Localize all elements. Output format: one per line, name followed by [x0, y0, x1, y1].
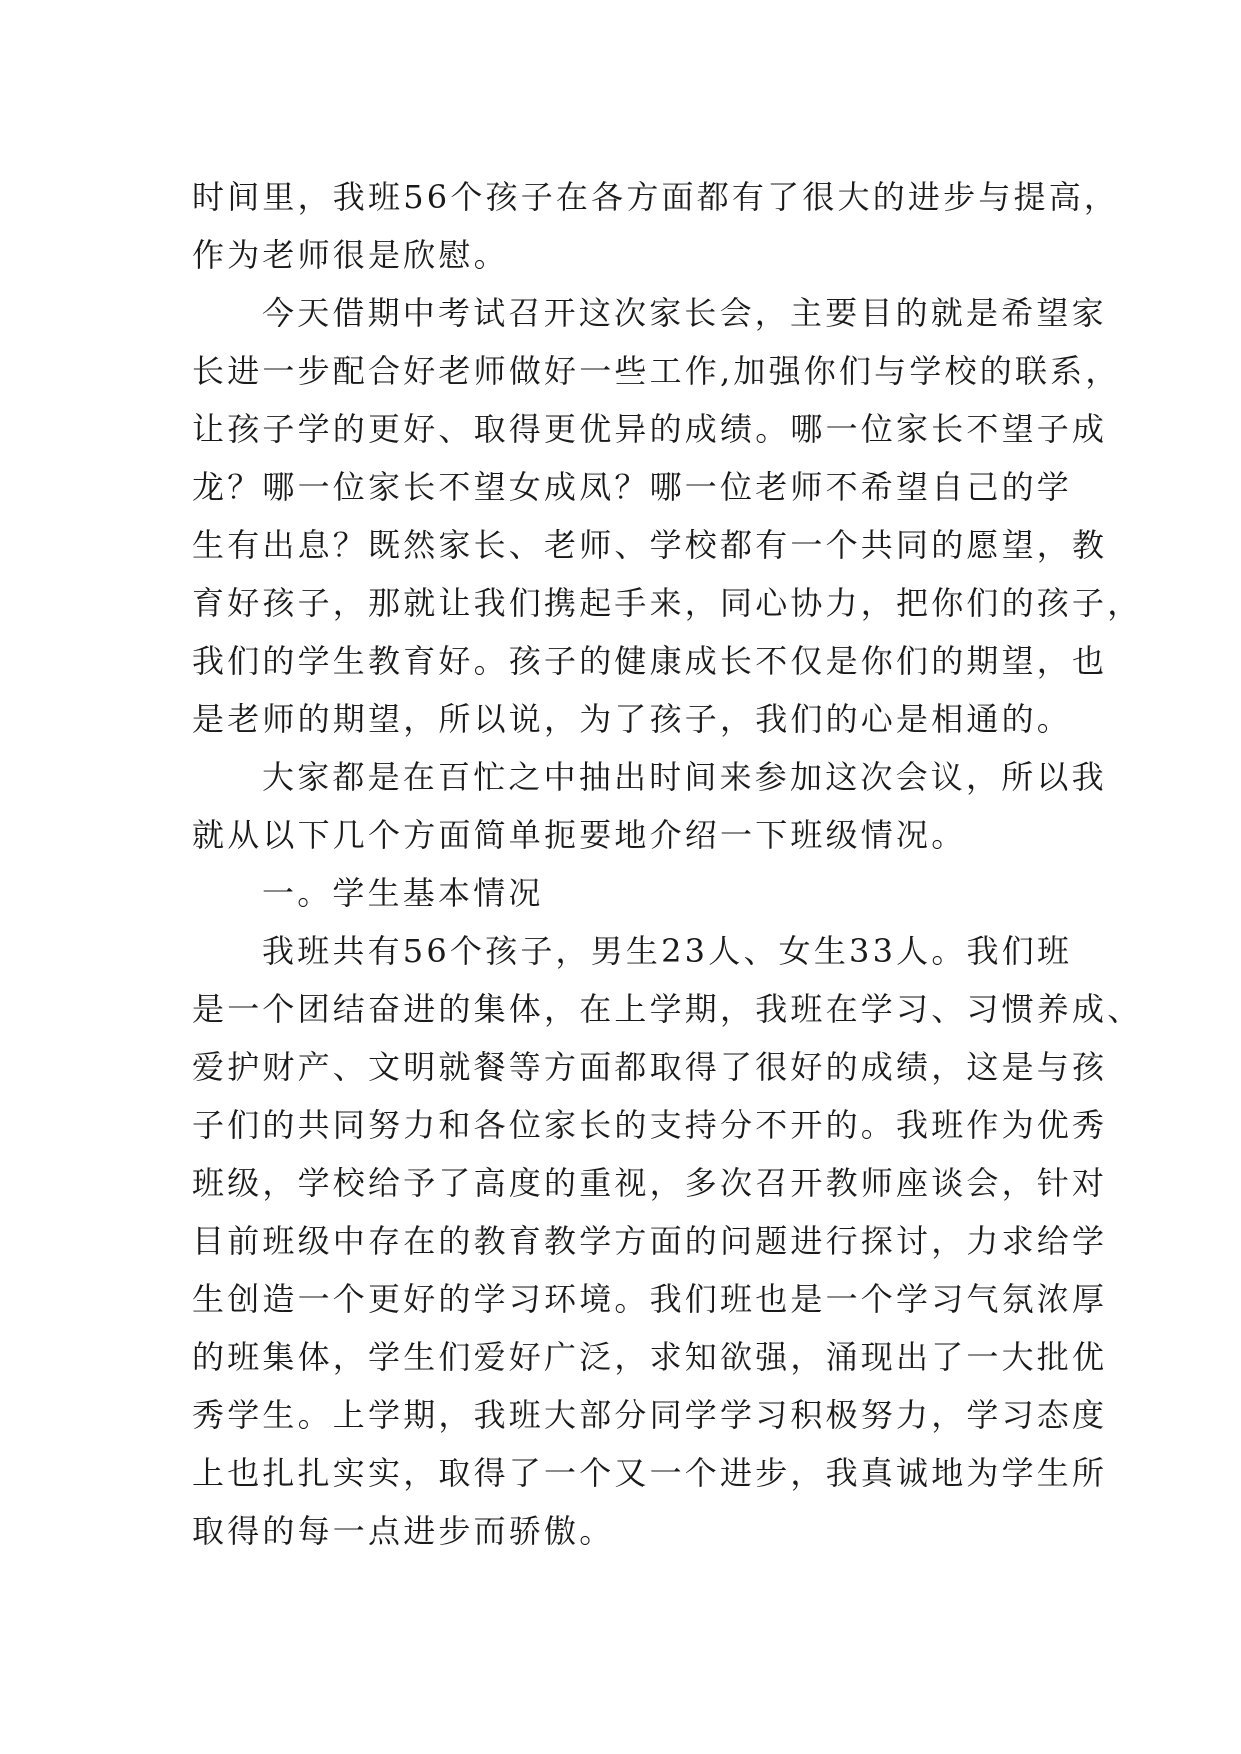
text-line: 龙？哪一位家长不望女成凤？哪一位老师不希望自己的学 — [192, 468, 1073, 506]
text-line: 秀学生。上学期，我班大部分同学学习积极努力，学习态度 — [192, 1396, 1108, 1434]
text-line: 大家都是在百忙之中抽出时间来参加这次会议，所以我 — [262, 758, 1107, 796]
document-body — [192, 168, 1143, 1560]
text-line: 子们的共同努力和各位家长的支持分不开的。我班作为优秀 — [192, 1106, 1108, 1144]
paragraph-2 — [192, 284, 1143, 748]
paragraph-1 — [192, 168, 1120, 284]
text-line: 班级，学校给予了高度的重视，多次召开教师座谈会，针对 — [192, 1164, 1108, 1202]
text-line: 爱护财产、文明就餐等方面都取得了很好的成绩，这是与孩 — [192, 1048, 1108, 1086]
text-line: 就从以下几个方面简单扼要地介绍一下班级情况。 — [192, 816, 967, 854]
text-line: 是老师的期望，所以说，为了孩子，我们的心是相通的。 — [192, 700, 1073, 738]
text-line: 取得的每一点进步而骄傲。 — [192, 1512, 615, 1550]
text-line: 时间里，我班56个孩子在各方面都有了很大的进步与提高， — [192, 178, 1120, 216]
text-line: 目前班级中存在的教育教学方面的问题进行探讨，力求给学 — [192, 1222, 1108, 1260]
text-line: 今天借期中考试召开这次家长会，主要目的就是希望家 — [262, 294, 1107, 332]
text-line: 长进一步配合好老师做好一些工作,加强你们与学校的联系， — [192, 352, 1121, 390]
paragraph-3 — [192, 748, 1107, 864]
paragraph-4 — [192, 922, 1143, 1560]
text-line: 生创造一个更好的学习环境。我们班也是一个学习气氛浓厚 — [192, 1280, 1108, 1318]
text-line: 让孩子学的更好、取得更优异的成绩。哪一位家长不望子成 — [192, 410, 1108, 448]
text-line: 的班集体，学生们爱好广泛，求知欲强，涌现出了一大批优 — [192, 1338, 1108, 1376]
section-heading — [192, 864, 1062, 922]
text-line: 生有出息？既然家长、老师、学校都有一个共同的愿望，教 — [192, 526, 1108, 564]
text-line: 是一个团结奋进的集体，在上学期，我班在学习、习惯养成、 — [192, 990, 1143, 1028]
text-line: 作为老师很是欣慰。 — [192, 236, 509, 274]
text-line: 育好孩子，那就让我们携起手来，同心协力，把你们的孩子， — [192, 584, 1143, 622]
text-line: 我班共有56个孩子，男生23人、女生33人。我们班 — [262, 932, 1073, 970]
text-line: 我们的学生教育好。孩子的健康成长不仅是你们的期望，也 — [192, 642, 1108, 680]
text-line: 上也扎扎实实，取得了一个又一个进步，我真诚地为学生所 — [192, 1454, 1108, 1492]
section-heading-text: 一。学生基本情况 — [262, 874, 544, 912]
